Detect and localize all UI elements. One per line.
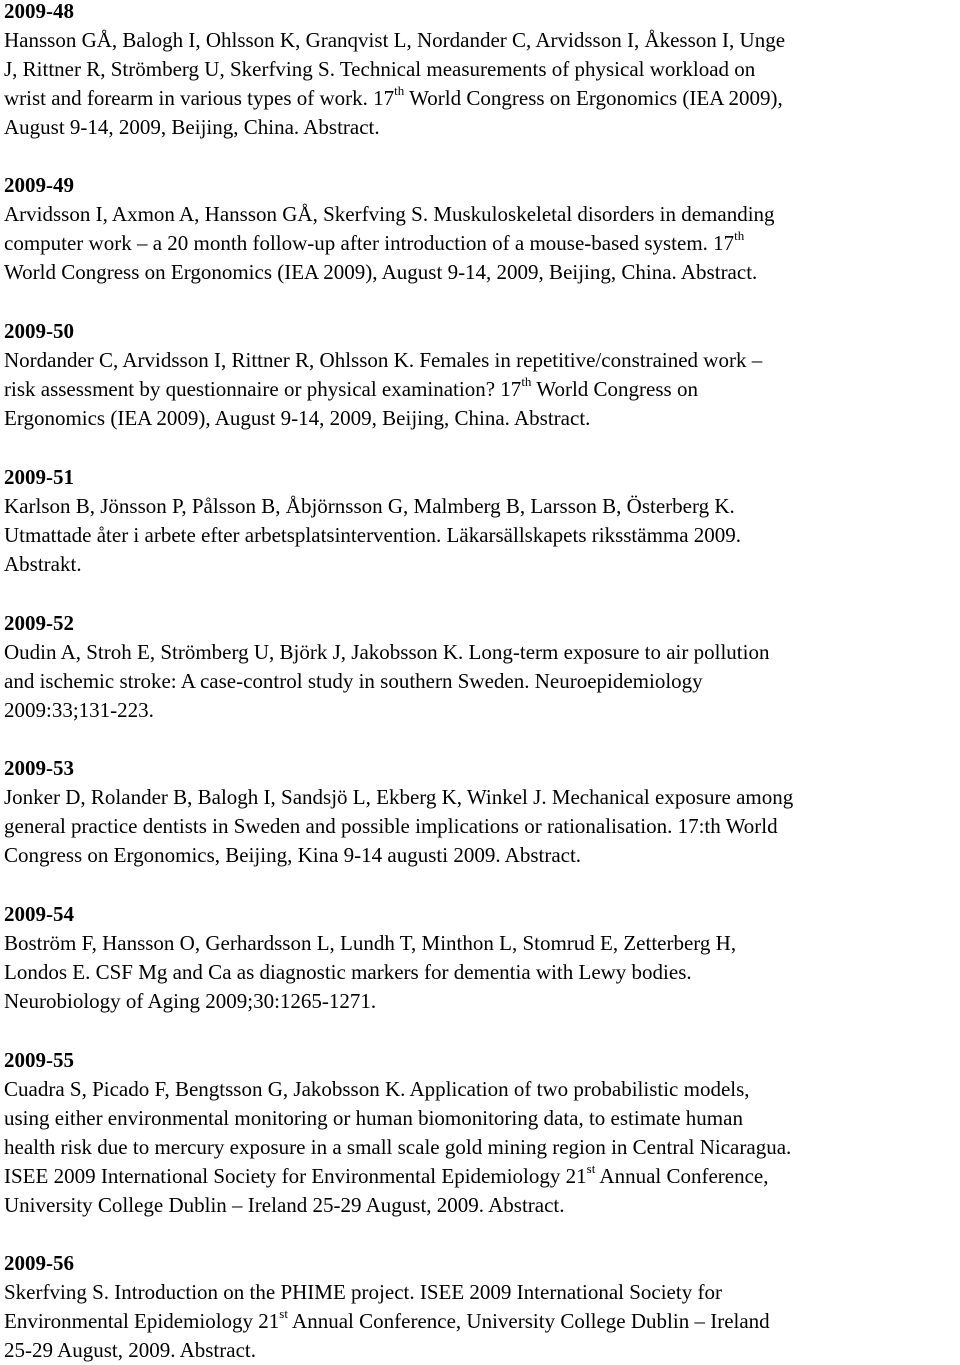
entry-line: [4, 1307, 770, 1336]
entry-text: using either environmental monitoring or human biomonitoring data, to estimate human: [4, 1106, 743, 1131]
ordinal-superscript: th: [734, 228, 745, 244]
entry-text: computer work – a 20 month follow-up after introduction of a mouse-based system. 17: [4, 231, 735, 256]
entry-id: 2009-55: [4, 1048, 74, 1072]
entry-line: [4, 521, 741, 550]
entry-2009-52: [4, 612, 769, 725]
entry-line: [4, 929, 736, 958]
entry-text: Nordander C, Arvidsson I, Rittner R, Ohlsson K. Females in repetitive/constrained work –: [4, 348, 763, 372]
entry-text: World Congress on Ergonomics (IEA 2009), August 9-14, 2009, Beijing, China. Abstract.: [4, 260, 758, 285]
entry-text: Environmental Epidemiology 21: [4, 1309, 280, 1334]
entry-text: Cuadra S, Picado F, Bengtsson G, Jakobsson K. Application of two probabilistic models,: [4, 1077, 750, 1101]
entry-id: 2009-51: [4, 465, 74, 489]
entry-text: Annual Conference,: [595, 1164, 769, 1189]
entry-line: [4, 84, 785, 113]
entry-2009-50: [4, 320, 762, 433]
entry-body: [4, 1075, 791, 1220]
entry-text: Londos E. CSF Mg and Ca as diagnostic markers for dementia with Lewy bodies.: [4, 960, 692, 985]
entry-line: [4, 26, 785, 55]
entry-text: University College Dublin – Ireland 25-29 August, 2009. Abstract.: [4, 1193, 565, 1218]
entry-2009-51: [4, 466, 741, 579]
entry-line: [4, 258, 775, 287]
entry-line: [4, 987, 736, 1016]
entry-line: [4, 667, 769, 696]
entry-line: [4, 200, 775, 229]
entry-line: [4, 492, 741, 521]
entry-body: [4, 929, 736, 1016]
entry-text: and ischemic stroke: A case-control study in southern Sweden. Neuroepidemiology: [4, 669, 703, 694]
entry-body: [4, 492, 741, 579]
entry-line: [4, 375, 762, 404]
entry-line: [4, 113, 785, 142]
entry-2009-55: [4, 1049, 791, 1220]
entry-2009-49: [4, 174, 775, 287]
entry-2009-53: [4, 757, 793, 870]
entry-text: Arvidsson I, Axmon A, Hansson GÅ, Skerfving S. Muskuloskeletal disorders in demanding: [4, 202, 775, 226]
entry-text: August 9-14, 2009, Beijing, China. Abstract.: [4, 115, 380, 140]
entry-line: [4, 696, 769, 725]
entry-id: 2009-50: [4, 319, 74, 343]
entry-line: [4, 1133, 791, 1162]
entry-text: 25-29 August, 2009. Abstract.: [4, 1338, 256, 1363]
entry-line: [4, 1075, 791, 1104]
entry-text: health risk due to mercury exposure in a small scale gold mining region in Central Nicaragua.: [4, 1135, 792, 1160]
entry-text: Congress on Ergonomics, Beijing, Kina 9-14 augusti 2009. Abstract.: [4, 843, 582, 868]
entry-line: [4, 1278, 770, 1307]
entry-2009-48: [4, 0, 785, 142]
entry-text: J, Rittner R, Strömberg U, Skerfving S. Technical measurements of physical workload on: [4, 57, 756, 82]
entry-text: Boström F, Hansson O, Gerhardsson L, Lundh T, Minthon L, Stomrud E, Zetterberg H,: [4, 931, 737, 955]
entry-body: [4, 783, 793, 870]
entry-id: 2009-48: [4, 0, 74, 23]
entry-text: general practice dentists in Sweden and possible implications or rationalisation. 17:th World: [4, 814, 778, 839]
entry-line: [4, 1191, 791, 1220]
entry-body: [4, 200, 775, 287]
entry-line: [4, 958, 736, 987]
entry-body: [4, 638, 769, 725]
entry-text: Hansson GÅ, Balogh I, Ohlsson K, Granqvist L, Nordander C, Arvidsson I, Åkesson I, Unge: [4, 28, 786, 52]
entry-text: Abstrakt.: [4, 552, 82, 577]
entry-text: World Congress on: [531, 377, 698, 402]
entry-line: [4, 812, 793, 841]
entry-line: [4, 1104, 791, 1133]
entry-line: [4, 638, 769, 667]
ordinal-superscript: st: [279, 1306, 288, 1322]
entry-id: 2009-56: [4, 1251, 74, 1275]
entry-id: 2009-53: [4, 756, 74, 780]
entry-line: [4, 346, 762, 375]
entry-text: wrist and forearm in various types of work. 17: [4, 86, 395, 111]
entry-line: [4, 229, 775, 258]
entry-text: Annual Conference, University College Dublin – Ireland: [287, 1309, 770, 1334]
entry-text: Jonker D, Rolander B, Balogh I, Sandsjö L, Ekberg K, Winkel J. Mechanical exposure among: [4, 785, 794, 809]
entry-2009-56: [4, 1252, 770, 1365]
entry-line: [4, 783, 793, 812]
entry-body: [4, 346, 762, 433]
entry-text: Ergonomics (IEA 2009), August 9-14, 2009, Beijing, China. Abstract.: [4, 406, 591, 431]
entry-line: [4, 1336, 770, 1365]
entry-text: World Congress on Ergonomics (IEA 2009),: [404, 86, 783, 111]
entry-text: Skerfving S. Introduction on the PHIME project. ISEE 2009 International Society for: [4, 1280, 722, 1304]
entry-id: 2009-49: [4, 173, 74, 197]
entry-line: [4, 550, 741, 579]
ordinal-superscript: st: [586, 1161, 596, 1177]
entry-text: Karlson B, Jönsson P, Pålsson B, Åbjörnsson G, Malmberg B, Larsson B, Österberg K.: [4, 494, 735, 518]
entry-text: ISEE 2009 International Society for Environmental Epidemiology 21: [4, 1164, 587, 1189]
entry-id: 2009-52: [4, 611, 74, 635]
entry-text: Neurobiology of Aging 2009;30:1265-1271.: [4, 989, 377, 1014]
entry-text: risk assessment by questionnaire or physical examination? 17: [4, 377, 522, 402]
ordinal-superscript: th: [521, 374, 532, 390]
entry-line: [4, 1162, 791, 1191]
entry-text: Utmattade åter i arbete efter arbetsplatsintervention. Läkarsällskapets riksstämma 2009.: [4, 523, 742, 548]
entry-body: [4, 1278, 770, 1365]
entry-id: 2009-54: [4, 902, 74, 926]
entry-text: 2009:33;131-223.: [4, 698, 154, 723]
ordinal-superscript: th: [394, 83, 405, 99]
entry-line: [4, 55, 785, 84]
entry-text: Oudin A, Stroh E, Strömberg U, Björk J, Jakobsson K. Long-term exposure to air pollution: [4, 640, 770, 664]
entry-body: [4, 26, 785, 142]
entry-line: [4, 841, 793, 870]
entry-2009-54: [4, 903, 736, 1016]
entry-line: [4, 404, 762, 433]
